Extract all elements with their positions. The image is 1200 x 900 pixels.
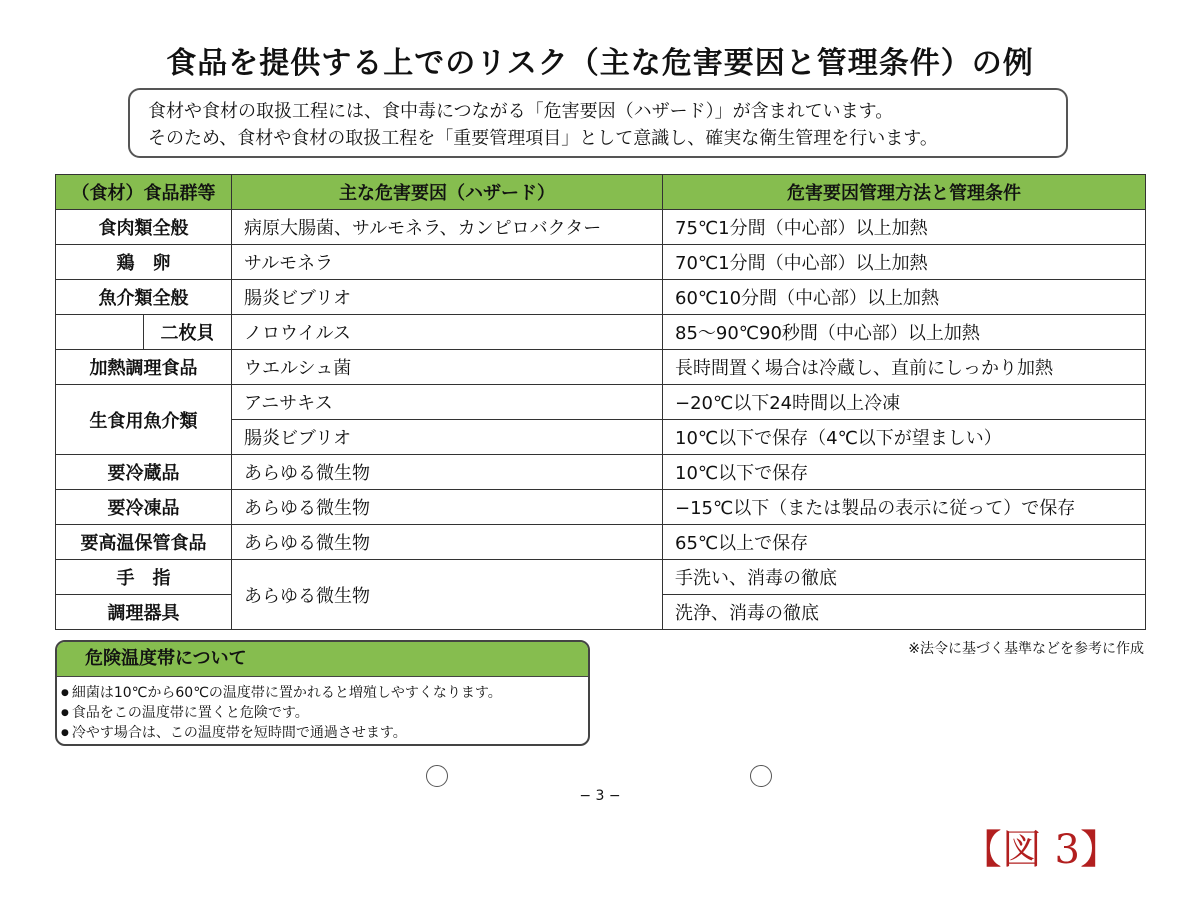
intro-line-2: そのため、食材や食材の取扱工程を「重要管理項目」として意識し、確実な衛生管理を行います。	[148, 128, 938, 149]
row-control: 10℃以下で保存（4℃以下が望ましい）	[663, 420, 1146, 455]
row-category: 要冷凍品	[56, 490, 232, 525]
table-header-row	[56, 175, 1146, 210]
row-control: 手洗い、消毒の徹底	[663, 560, 1146, 595]
table-row	[56, 315, 1146, 350]
danger-zone-title: 危険温度帯について	[57, 642, 588, 677]
row-control: 85〜90℃90秒間（中心部）以上加熱	[663, 315, 1146, 350]
indent-cell	[56, 315, 144, 350]
row-hazard: あらゆる微生物	[232, 525, 663, 560]
row-hazard: 腸炎ビブリオ	[232, 280, 663, 315]
row-subcategory: 二枚貝	[144, 315, 232, 350]
table-row	[56, 245, 1146, 280]
row-control: −20℃以下24時間以上冷凍	[663, 385, 1146, 420]
danger-zone-box	[55, 640, 590, 746]
table-row	[56, 560, 1146, 595]
row-hazard: あらゆる微生物	[232, 560, 663, 630]
list-item: ● 細菌は10℃から60℃の温度帯に置かれると増殖しやすくなります。	[61, 683, 588, 703]
page-title: 食品を提供する上でのリスク（主な危害要因と管理条件）の例	[166, 46, 1034, 81]
row-control: 長時間置く場合は冷蔵し、直前にしっかり加熱	[663, 350, 1146, 385]
row-hazard: サルモネラ	[232, 245, 663, 280]
row-control: 10℃以下で保存	[663, 455, 1146, 490]
row-category: 要冷蔵品	[56, 455, 232, 490]
row-category: 調理器具	[56, 595, 232, 630]
page-number: − 3 −	[579, 788, 621, 804]
row-control: 70℃1分間（中心部）以上加熱	[663, 245, 1146, 280]
table-row	[56, 350, 1146, 385]
row-category: 要高温保管食品	[56, 525, 232, 560]
row-control: 65℃以上で保存	[663, 525, 1146, 560]
header-food-group: （食材）食品群等	[56, 175, 232, 210]
row-control: −15℃以下（または製品の表示に従って）で保存	[663, 490, 1146, 525]
row-control: 洗浄、消毒の徹底	[663, 595, 1146, 630]
danger-zone-list	[61, 683, 588, 743]
row-category: 加熱調理食品	[56, 350, 232, 385]
list-item: ● 冷やす場合は、この温度帯を短時間で通過させます。	[61, 723, 588, 743]
header-control: 危害要因管理方法と管理条件	[663, 175, 1146, 210]
row-category: 生食用魚介類	[56, 385, 232, 455]
row-hazard: ウエルシュ菌	[232, 350, 663, 385]
row-hazard: アニサキス	[232, 385, 663, 420]
table-row	[56, 525, 1146, 560]
row-hazard: 病原大腸菌、サルモネラ、カンピロバクター	[232, 210, 663, 245]
row-category: 鶏 卵	[56, 245, 232, 280]
row-hazard: 腸炎ビブリオ	[232, 420, 663, 455]
table-row	[56, 490, 1146, 525]
figure-label: 【図 3】	[961, 827, 1120, 873]
header-hazard: 主な危害要因（ハザード）	[232, 175, 663, 210]
intro-line-1: 食材や食材の取扱工程には、食中毒につながる「危害要因（ハザード）」が含まれています。	[148, 101, 894, 122]
row-category: 魚介類全般	[56, 280, 232, 315]
row-hazard: あらゆる微生物	[232, 455, 663, 490]
row-hazard: あらゆる微生物	[232, 490, 663, 525]
list-item: ● 食品をこの温度帯に置くと危険です。	[61, 703, 588, 723]
binder-hole-left	[426, 765, 448, 787]
hazard-table	[55, 174, 1146, 630]
table-row	[56, 280, 1146, 315]
row-category: 食肉類全般	[56, 210, 232, 245]
binder-hole-right	[750, 765, 772, 787]
row-category: 手 指	[56, 560, 232, 595]
table-row	[56, 455, 1146, 490]
row-control: 75℃1分間（中心部）以上加熱	[663, 210, 1146, 245]
intro-box	[128, 88, 1068, 158]
table-row	[56, 210, 1146, 245]
row-hazard: ノロウイルス	[232, 315, 663, 350]
table-row	[56, 385, 1146, 420]
row-control: 60℃10分間（中心部）以上加熱	[663, 280, 1146, 315]
source-note: ※法令に基づく基準などを参考に作成	[908, 641, 1144, 657]
